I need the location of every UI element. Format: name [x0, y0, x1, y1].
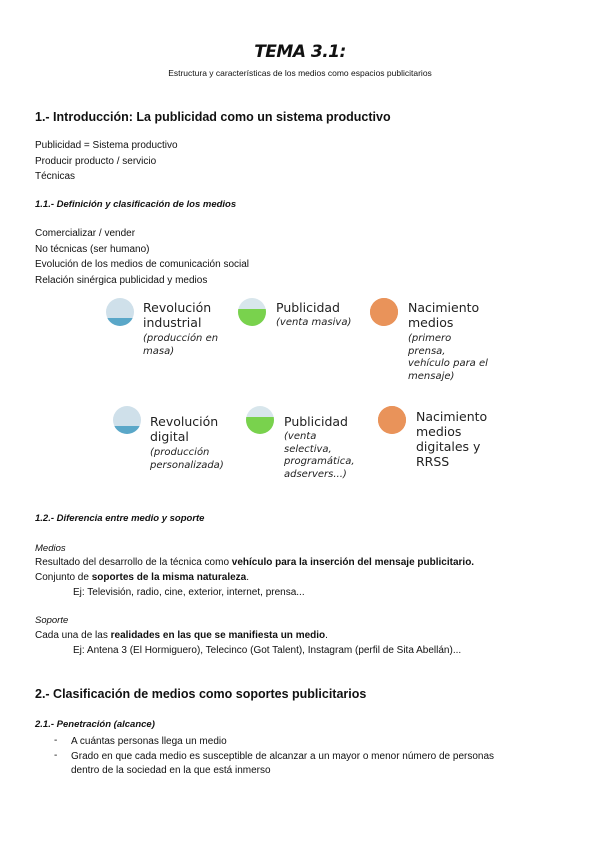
bullet-dash: - [54, 735, 58, 746]
text-line: No técnicas (ser humano) [35, 243, 150, 255]
node-title-line: medios [408, 315, 454, 330]
circle-icon [238, 298, 266, 326]
medios-example: Ej: Televisión, radio, cine, exterior, internet, prensa... [73, 587, 305, 598]
section-1-2-heading: 1.2.- Diferencia entre medio y soporte [35, 513, 205, 524]
node-title-line: Publicidad [276, 300, 340, 315]
node-title-line: RRSS [416, 454, 450, 469]
soporte-label: Soporte [35, 615, 69, 626]
bullet-dash: - [54, 750, 58, 761]
circle-icon [370, 298, 398, 326]
circle-icon [106, 298, 134, 326]
section-1-lines [35, 138, 178, 185]
node-sub-line: (venta [284, 431, 317, 442]
page-subtitle: Estructura y características de los medios como espacios publicitarios [168, 68, 432, 78]
node-title-line: Nacimiento [408, 300, 480, 315]
section-1-heading: 1.- Introducción: La publicidad como un sistema productivo [35, 110, 391, 124]
list-item-text: Grado en que cada medio es susceptible de alcanzar a un mayor o menor número de personas [71, 751, 495, 762]
section-1-1-heading: 1.1.- Definición y clasificación de los medios [35, 199, 237, 210]
medios-label: Medios [35, 543, 66, 554]
node-title-line: industrial [143, 315, 202, 330]
node-title-line: Publicidad [284, 414, 348, 429]
node-title-line: medios [416, 424, 462, 439]
section-1-1-lines [35, 226, 249, 288]
node-sub-line: mensaje) [408, 370, 455, 382]
node-sub-line: prensa, [408, 345, 446, 357]
circle-icon [246, 406, 274, 434]
node-title-line: digital [150, 429, 189, 444]
node-title-line: Nacimiento [416, 409, 488, 424]
node-sub-line: programática, [284, 456, 355, 467]
list-item-text: dentro de la sociedad en la que está inmerso [71, 765, 271, 776]
node-sub-line: personalizada) [150, 459, 224, 471]
circle-icon [378, 406, 406, 434]
page-title: TEMA 3.1: [254, 42, 346, 62]
node-sub-line: vehículo para el [408, 358, 488, 369]
circle-icon [113, 406, 141, 434]
node-sub-line: (primero [408, 333, 452, 344]
soporte-example: Ej: Antena 3 (El Hormiguero), Telecinco (Got Talent), Instagram (perfil de Sita Abellán)... [73, 645, 462, 656]
section-2-heading: 2.- Clasificación de medios como soportes publicitarios [35, 687, 367, 701]
node-title-line: Revolución [150, 414, 219, 429]
node-title-line: digitales y [416, 439, 481, 454]
node-sub-line: (producción en [143, 333, 219, 344]
section-2-1-heading: 2.1.- Penetración (alcance) [35, 719, 155, 730]
text-line: Publicidad = Sistema productivo [35, 140, 178, 151]
node-title-line: Revolución [143, 300, 212, 315]
soporte-definition: Cada una de las realidades en las que se manifiesta un medio. [35, 630, 328, 641]
medios-definition: Resultado del desarrollo de la técnica como vehículo para la inserción del mensaje publicitario. [35, 557, 475, 568]
text-line: Relación sinérgica publicidad y medios [35, 274, 208, 286]
medios-conjunto: Conjunto de soportes de la misma naturaleza. [35, 572, 250, 583]
text-line: Técnicas [35, 171, 76, 182]
node-sub-line: (producción [150, 447, 210, 458]
text-line: Evolución de los medios de comunicación social [35, 259, 250, 270]
node-sub-line: selectiva, [284, 443, 332, 455]
node-sub-line: (venta masiva) [276, 317, 352, 328]
node-sub-line: adservers...) [284, 468, 347, 480]
text-line: Comercializar / vender [35, 228, 136, 239]
node-sub-line: masa) [143, 345, 175, 357]
list-item-text: A cuántas personas llega un medio [71, 736, 227, 747]
text-line: Producir producto / servicio [35, 155, 157, 167]
